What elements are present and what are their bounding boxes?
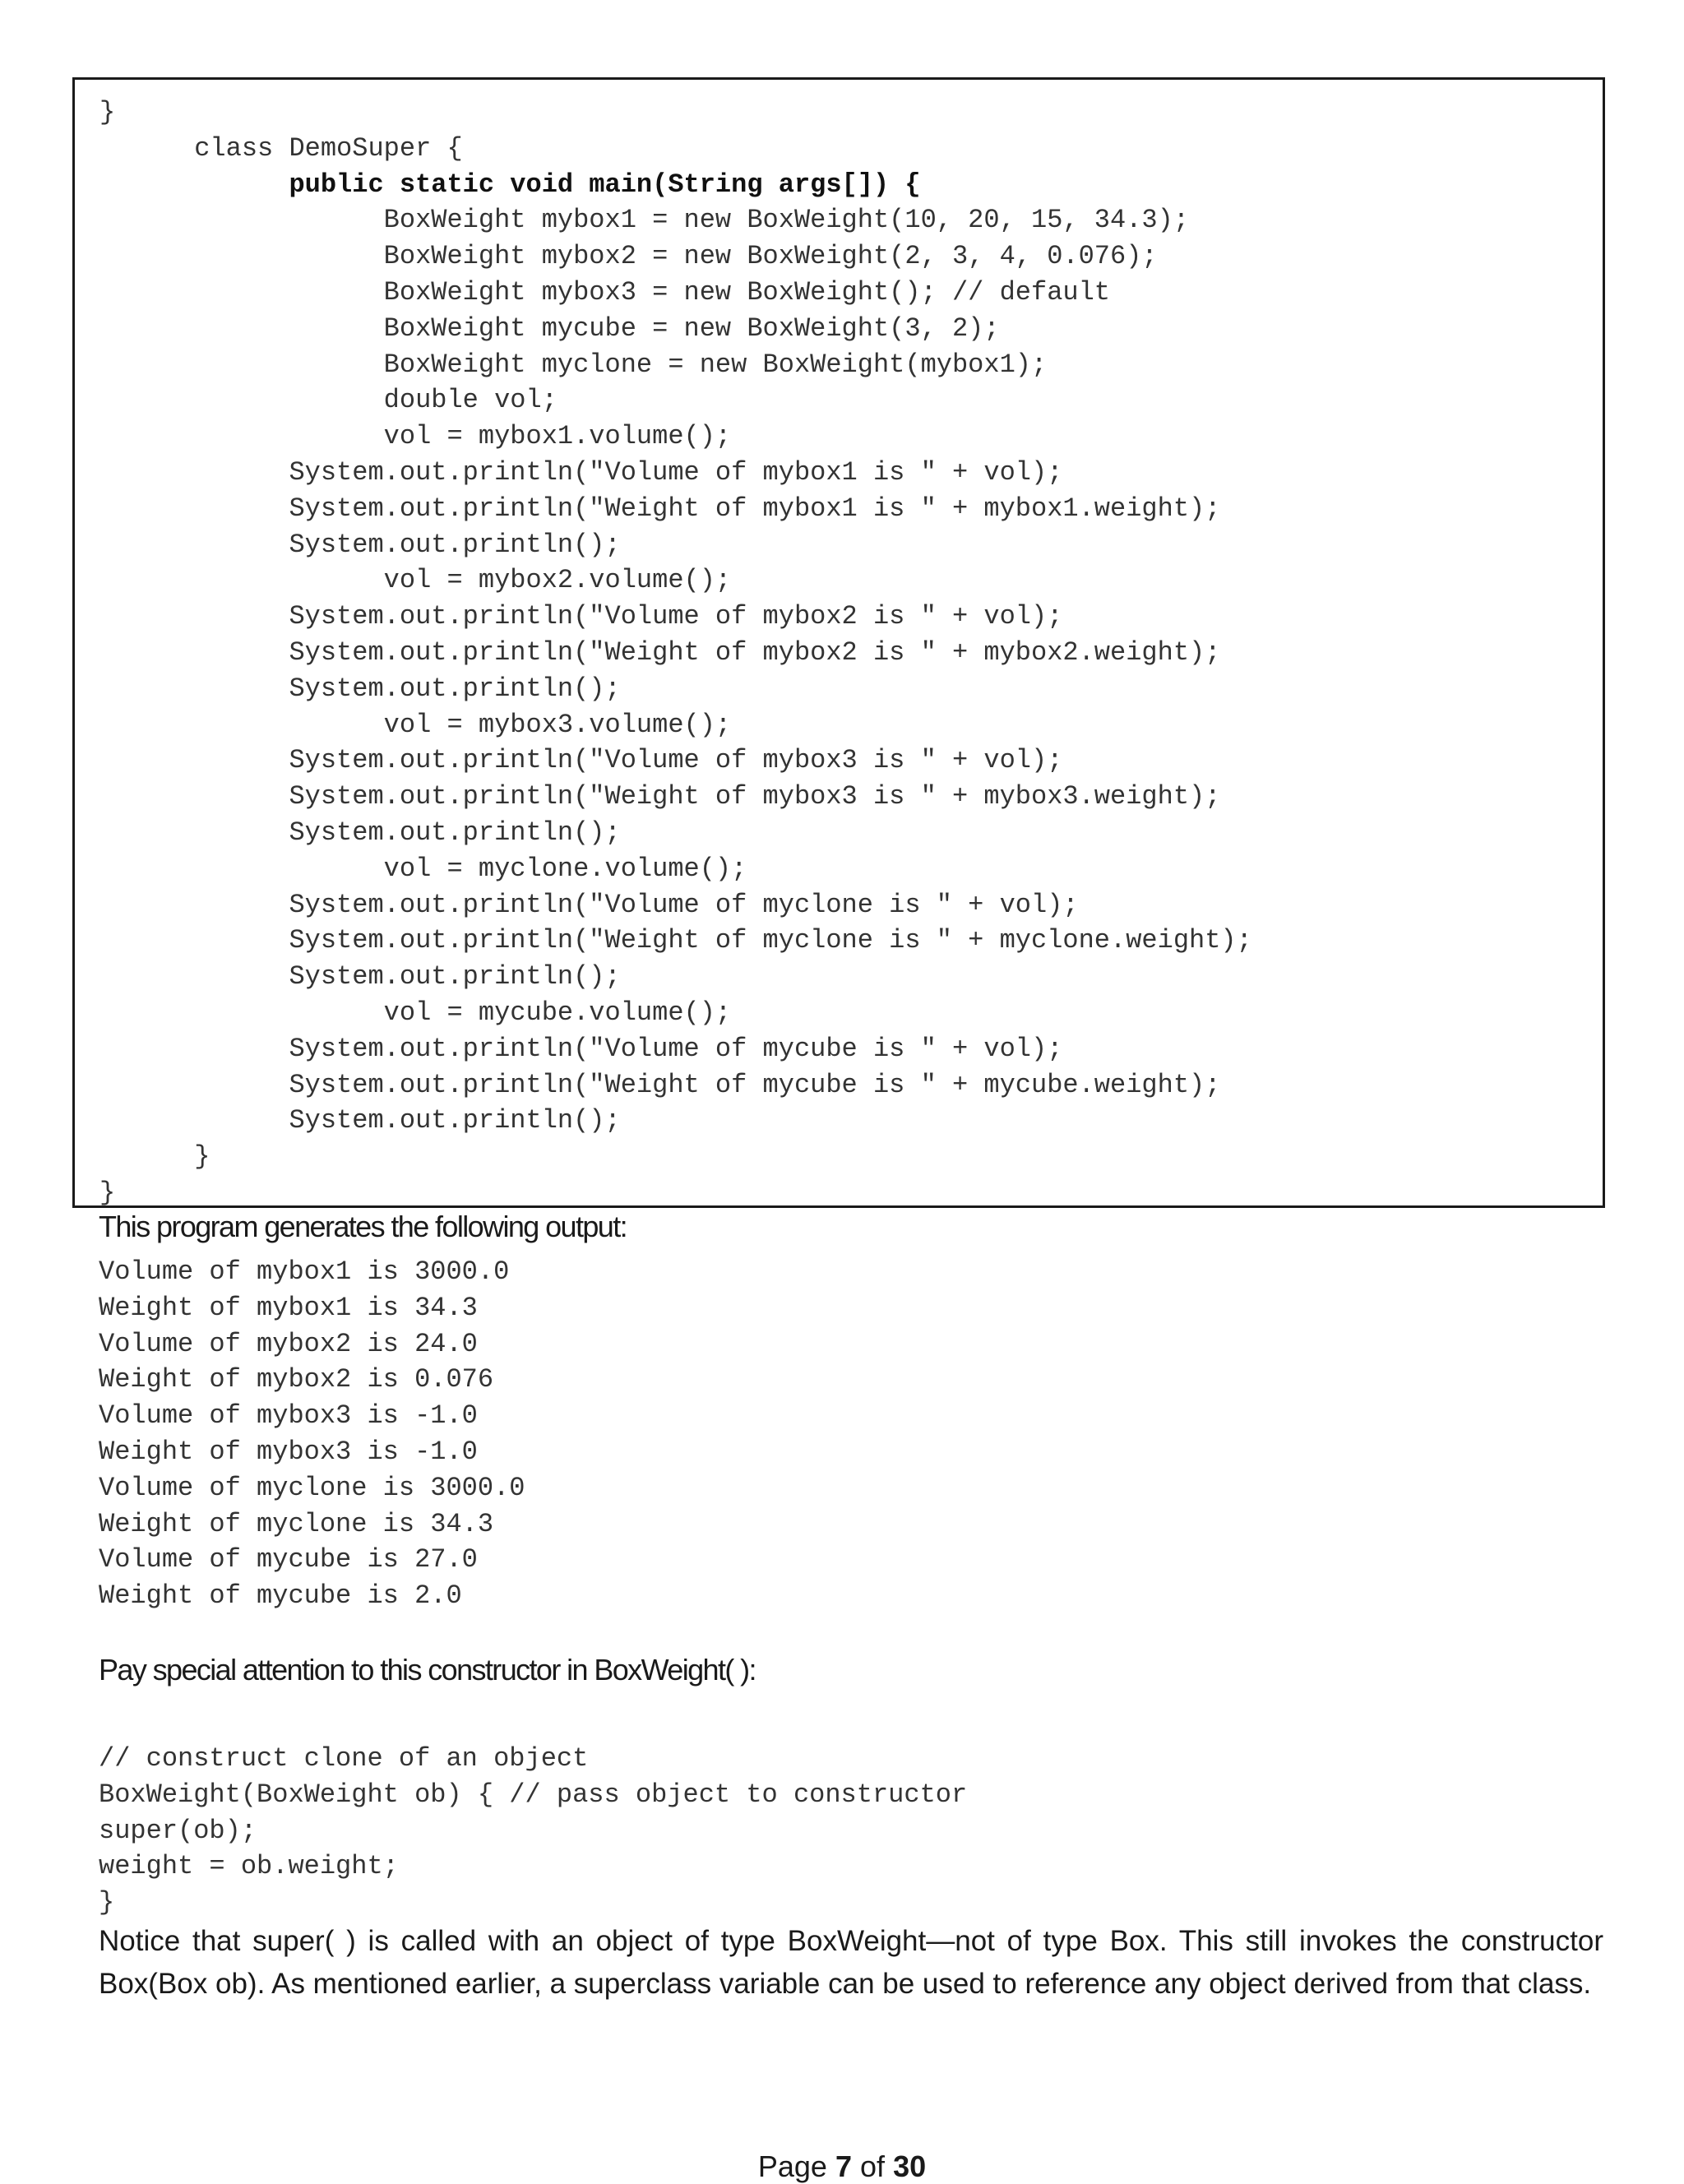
constructor-snippet <box>99 1741 967 1921</box>
program-output <box>99 1254 525 1614</box>
code-line: System.out.println(); <box>99 961 621 993</box>
code-line: // construct clone of an object <box>99 1743 589 1774</box>
code-line: System.out.println("Weight of mycube is " + mycube.weight); <box>99 1069 1221 1100</box>
code-line: BoxWeight mybox2 = new BoxWeight(2, 3, 4, 0.076); <box>99 241 1158 272</box>
code-line: BoxWeight mybox1 = new BoxWeight(10, 20, 15, 34.3); <box>99 205 1190 236</box>
page-label: Page <box>757 2149 827 2183</box>
code-line: System.out.println("Volume of mycube is " + vol); <box>99 1033 1063 1064</box>
code-line: System.out.println(); <box>99 673 621 704</box>
notice-paragraph: Notice that super( ) is called with an object of type BoxWeight—not of type Box. This still invokes the constructor Box(Box ob). As mentioned earlier, a superclass variable can be used to reference any object derived from that class. <box>99 1925 1603 2000</box>
code-line: Weight of myclone is 34.3 <box>99 1508 494 1539</box>
code-line: System.out.println("Weight of mybox3 is " + mybox3.weight); <box>99 781 1221 812</box>
code-line: BoxWeight(BoxWeight ob) { // pass object to constructor <box>99 1779 968 1810</box>
code-line: Volume of myclone is 3000.0 <box>99 1472 525 1503</box>
code-line: System.out.println("Weight of mybox2 is " + mybox2.weight); <box>99 636 1221 668</box>
code-line: } <box>99 97 116 127</box>
code-line: vol = mybox2.volume(); <box>99 565 732 596</box>
constructor-note-heading: Pay special attention to this constructor in BoxWeight( ): <box>99 1653 756 1687</box>
code-line: Weight of mybox3 is -1.0 <box>99 1436 478 1467</box>
code-line: class DemoSuper { <box>99 132 463 164</box>
page-of: of <box>860 2149 886 2183</box>
code-line: BoxWeight mybox3 = new BoxWeight(); // default <box>99 276 1110 308</box>
code-line: Weight of mybox2 is 0.076 <box>99 1364 494 1395</box>
code-listing-box <box>72 77 1605 1208</box>
code-line: } <box>99 1177 116 1208</box>
code-line: Volume of mybox2 is 24.0 <box>99 1328 478 1359</box>
code-line: System.out.println(); <box>99 1105 621 1136</box>
output-intro-text: This program generates the following output: <box>99 1210 627 1243</box>
code-line: vol = mybox1.volume(); <box>99 421 732 452</box>
code-line: System.out.println("Weight of mybox1 is " + mybox1.weight); <box>99 493 1221 524</box>
code-line: Weight of mybox1 is 34.3 <box>99 1292 478 1323</box>
code-line: System.out.println(); <box>99 529 621 560</box>
code-line: } <box>99 1141 210 1173</box>
code-line: System.out.println("Volume of mybox1 is " + vol); <box>99 456 1063 488</box>
code-line: System.out.println("Volume of myclone is " + vol); <box>99 889 1079 920</box>
code-line: vol = myclone.volume(); <box>99 853 747 884</box>
code-line: weight = ob.weight; <box>99 1851 399 1882</box>
code-line: System.out.println("Volume of mybox2 is " + vol); <box>99 601 1063 632</box>
code-line: super(ob); <box>99 1815 257 1846</box>
code-listing <box>99 95 1252 1211</box>
code-line: public static void main(String args[]) { <box>99 169 921 200</box>
code-line: Volume of mybox1 is 3000.0 <box>99 1256 510 1287</box>
code-line: Volume of mybox3 is -1.0 <box>99 1400 478 1432</box>
code-line: vol = mycube.volume(); <box>99 997 732 1028</box>
code-line: System.out.println(); <box>99 817 621 848</box>
page-current: 7 <box>835 2149 852 2183</box>
code-line: BoxWeight myclone = new BoxWeight(mybox1); <box>99 349 1048 380</box>
page-total: 30 <box>893 2149 927 2183</box>
code-line: BoxWeight mycube = new BoxWeight(3, 2); <box>99 312 1000 344</box>
code-line: System.out.println("Weight of myclone is " + myclone.weight); <box>99 925 1252 956</box>
code-line: System.out.println("Volume of mybox3 is " + vol); <box>99 745 1063 776</box>
code-line: vol = mybox3.volume(); <box>99 709 732 740</box>
code-line: Volume of mycube is 27.0 <box>99 1544 478 1576</box>
code-line: } <box>99 1887 115 1918</box>
code-line: Weight of mycube is 2.0 <box>99 1580 462 1612</box>
code-line: double vol; <box>99 385 557 416</box>
